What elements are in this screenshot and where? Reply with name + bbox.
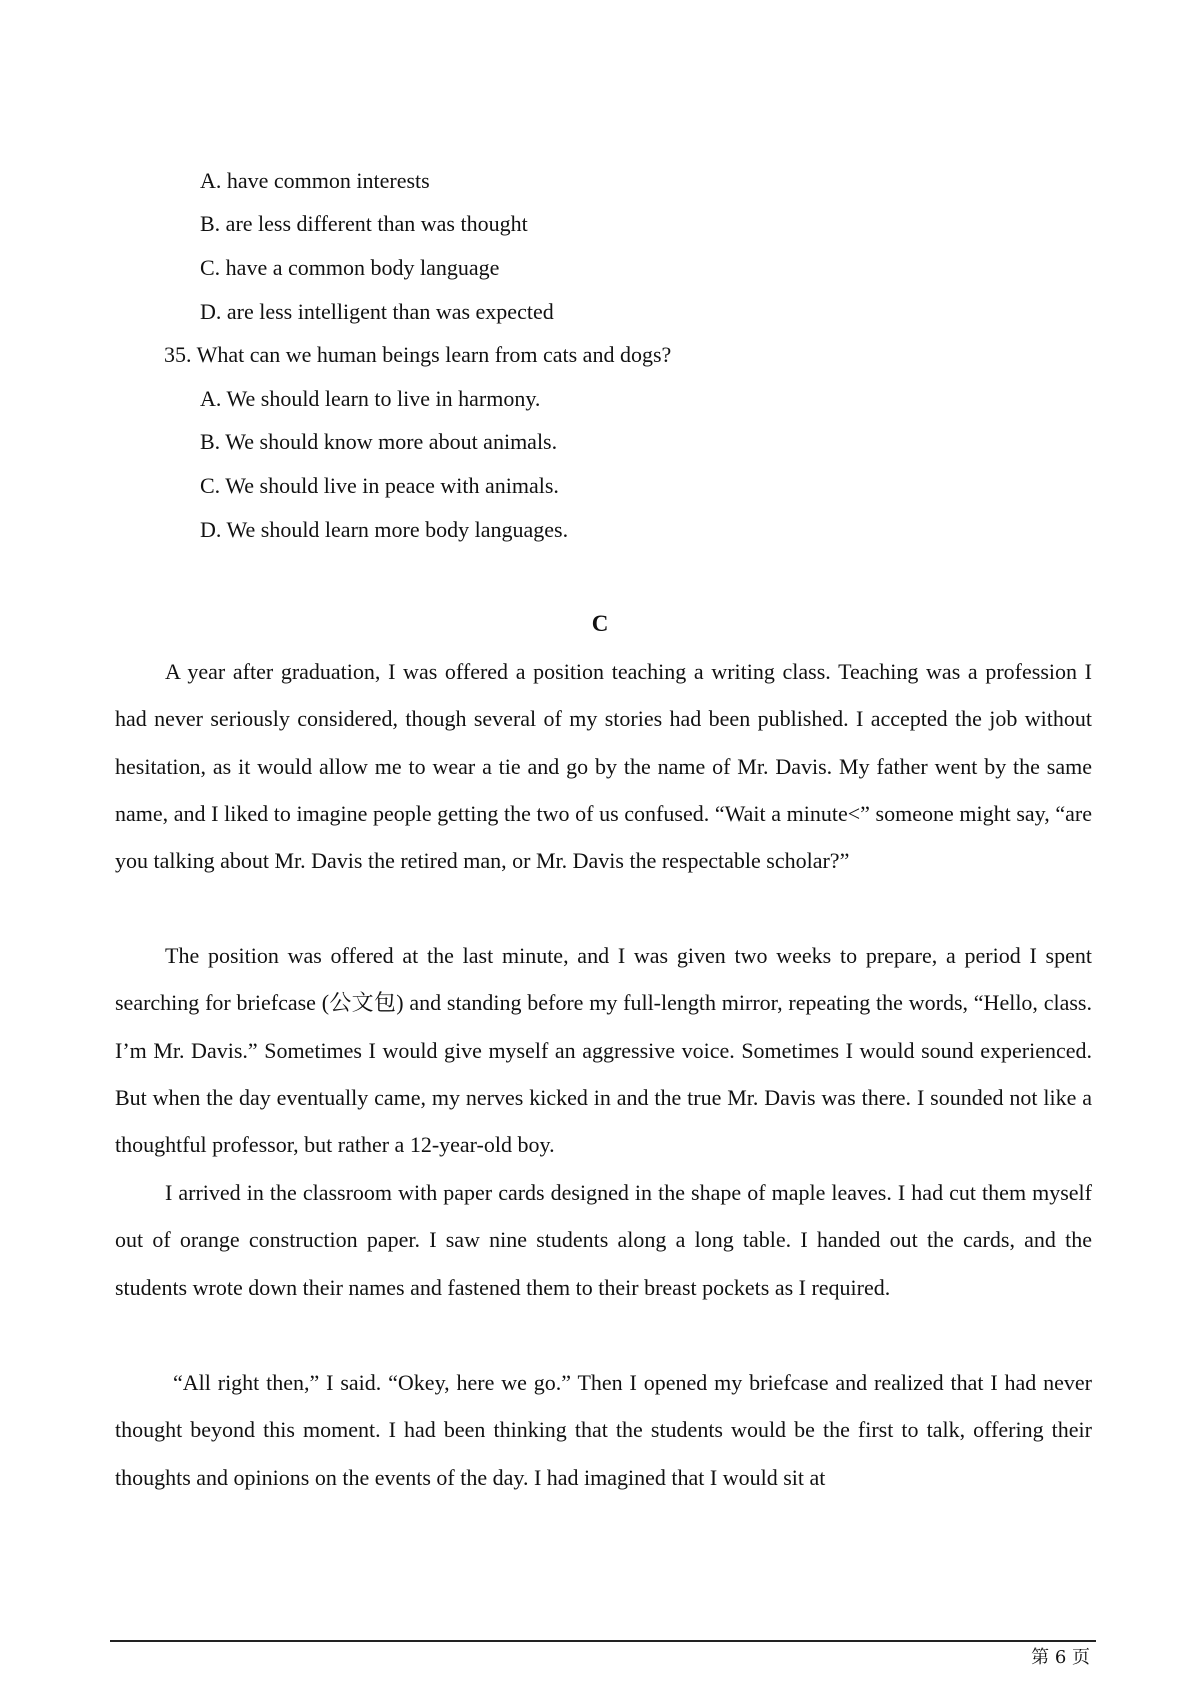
- page-number: 第 6 页: [1031, 1647, 1090, 1668]
- q34-option-b: B. are less different than was thought: [200, 211, 528, 236]
- q35-option-b: B. We should know more about animals.: [200, 429, 558, 454]
- q35-option-c: C. We should live in peace with animals.: [200, 473, 559, 498]
- paragraph-4: “All right then,” I said. “Okey, here we go.” Then I opened my briefcase and realized that I had never thought beyond this moment. I had been thinking that the students would be the first to talk, offering their thoughts and opinions on the events of the day. I had imagined that I would sit at: [115, 1370, 1092, 1490]
- q35-option-d: D. We should learn more body languages.: [200, 517, 569, 542]
- q35-option-a: A. We should learn to live in harmony.: [200, 386, 541, 411]
- q34-option-c: C. have a common body language: [200, 255, 500, 280]
- q35-question: 35. What can we human beings learn from cats and dogs?: [164, 342, 672, 367]
- q34-option-d: D. are less intelligent than was expected: [200, 299, 554, 324]
- q34-option-a: A. have common interests: [200, 168, 430, 193]
- footer-rule: [110, 1640, 1096, 1642]
- paragraph-2: The position was offered at the last minute, and I was given two weeks to prepare, a period I spent searching for briefcase (公文包) and standing before my full-length mirror, repeating the words, “Hello, class. I’m Mr. Davis.” Sometimes I would give myself an aggressive voice. Sometimes I would sound experienced. But when the day eventually came, my nerves kicked in and the true Mr. Davis was there. I sounded not like a thoughtful professor, but rather a 12-year-old boy.: [115, 943, 1092, 1158]
- section-heading: C: [591, 611, 609, 636]
- paragraph-1: A year after graduation, I was offered a position teaching a writing class. Teaching was a profession I had never seriously considered, though several of my stories had been published. I accepted the job without hesitation, as it would allow me to wear a tie and go by the name of Mr. Davis. My father went by the same name, and I liked to imagine people getting the two of us confused. “Wait a minute<” someone might say, “are you talking about Mr. Davis the retired man, or Mr. Davis the respectable scholar?”: [115, 659, 1092, 874]
- paragraph-3: I arrived in the classroom with paper cards designed in the shape of maple leaves. I had cut them myself out of orange construction paper. I saw nine students along a long table. I handed out the cards, and the students wrote down their names and fastened them to their breast pockets as I required.: [115, 1180, 1092, 1300]
